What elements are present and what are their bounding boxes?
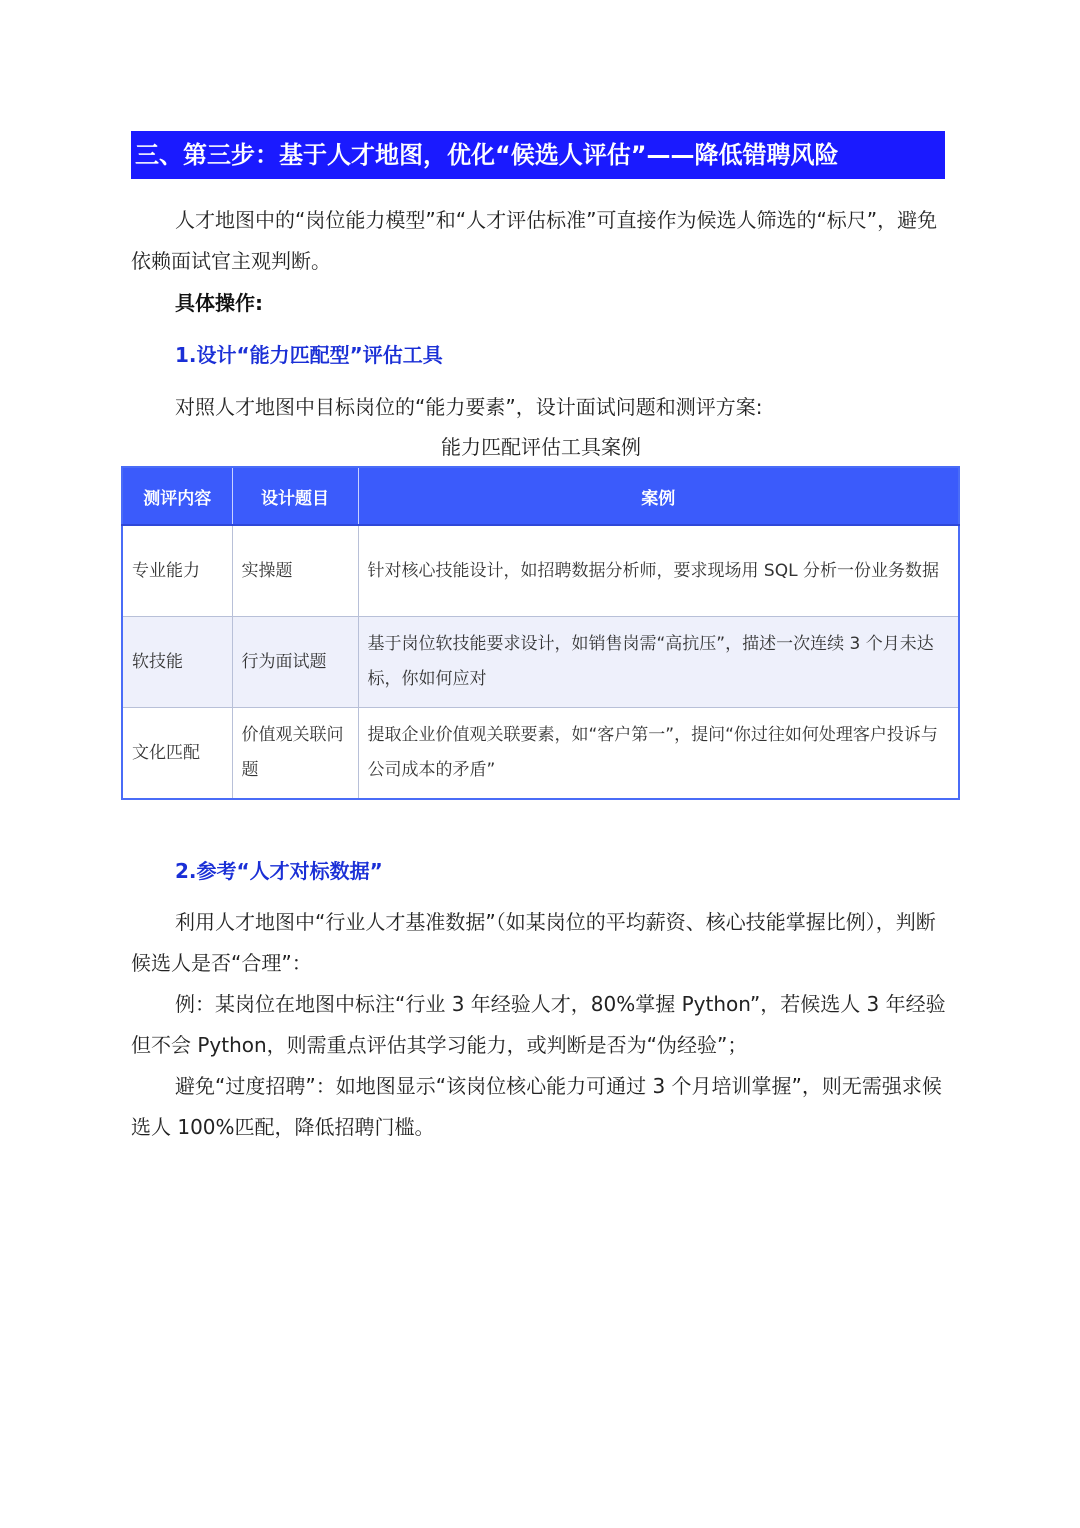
intro-paragraph: 人才地图中的“岗位能力模型”和“人才评估标准”可直接作为候选人筛选的“标尺”，避免依赖面试官主观判断。 bbox=[131, 208, 938, 273]
cell-content: 文化匹配 bbox=[122, 708, 232, 800]
table-caption: 能力匹配评估工具案例 bbox=[441, 435, 641, 459]
header-assessment-content: 测评内容 bbox=[122, 467, 232, 525]
step2-paragraph-example: 例：某岗位在地图中标注“行业 3 年经验人才，80%掌握 Python”，若候选人 3 年经验但不会 Python，则需重点评估其学习能力，或判断是否为“伪经验”； bbox=[131, 992, 946, 1057]
header-example: 案例 bbox=[358, 467, 959, 525]
cell-example: 提取企业价值观关联要素，如“客户第一”，提问“你过往如何处理客户投诉与公司成本的矛盾” bbox=[358, 708, 959, 800]
cell-question: 行为面试题 bbox=[232, 617, 358, 708]
section-heading: 三、第三步：基于人才地图，优化“候选人评估”——降低错聘风险 bbox=[131, 131, 945, 179]
table-row bbox=[122, 525, 959, 617]
assessment-table bbox=[121, 466, 960, 800]
step1-title: 1.设计“能力匹配型”评估工具 bbox=[175, 343, 443, 367]
cell-content: 专业能力 bbox=[122, 525, 232, 617]
table-header-row bbox=[122, 467, 959, 525]
table-row bbox=[122, 708, 959, 800]
cell-example: 基于岗位软技能要求设计，如销售岗需“高抗压”，描述一次连续 3 个月未达标，你如何应对 bbox=[358, 617, 959, 708]
cell-question: 实操题 bbox=[232, 525, 358, 617]
step2-paragraph-benchmark: 利用人才地图中“行业人才基准数据”（如某岗位的平均薪资、核心技能掌握比例），判断候选人是否“合理”： bbox=[131, 910, 936, 975]
cell-question: 价值观关联问题 bbox=[232, 708, 358, 800]
cell-content: 软技能 bbox=[122, 617, 232, 708]
step2-title: 2.参考“人才对标数据” bbox=[175, 859, 383, 883]
header-design-question: 设计题目 bbox=[232, 467, 358, 525]
step2-paragraph-avoid: 避免“过度招聘”：如地图显示“该岗位核心能力可通过 3 个月培训掌握”，则无需强求候选人 100%匹配，降低招聘门槛。 bbox=[131, 1074, 942, 1139]
cell-example: 针对核心技能设计，如招聘数据分析师，要求现场用 SQL 分析一份业务数据 bbox=[358, 525, 959, 617]
table-row bbox=[122, 617, 959, 708]
specific-ops-label: 具体操作: bbox=[175, 291, 263, 315]
step1-description: 对照人才地图中目标岗位的“能力要素”，设计面试问题和测评方案: bbox=[175, 395, 763, 419]
